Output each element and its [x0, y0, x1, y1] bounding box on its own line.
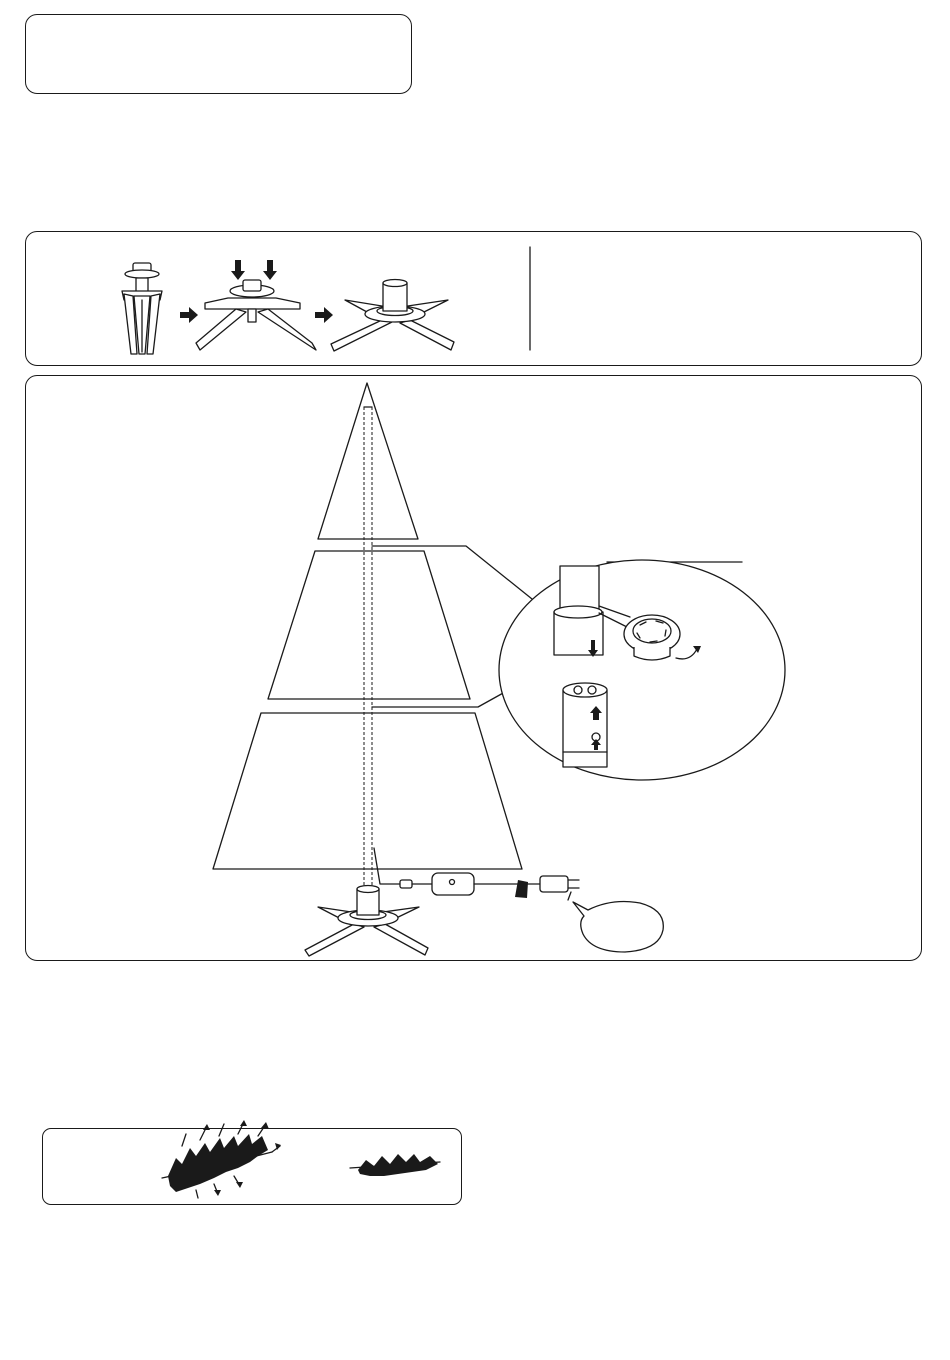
branch-fluffed-icon [162, 1120, 281, 1198]
branch-folded-icon [350, 1154, 440, 1176]
